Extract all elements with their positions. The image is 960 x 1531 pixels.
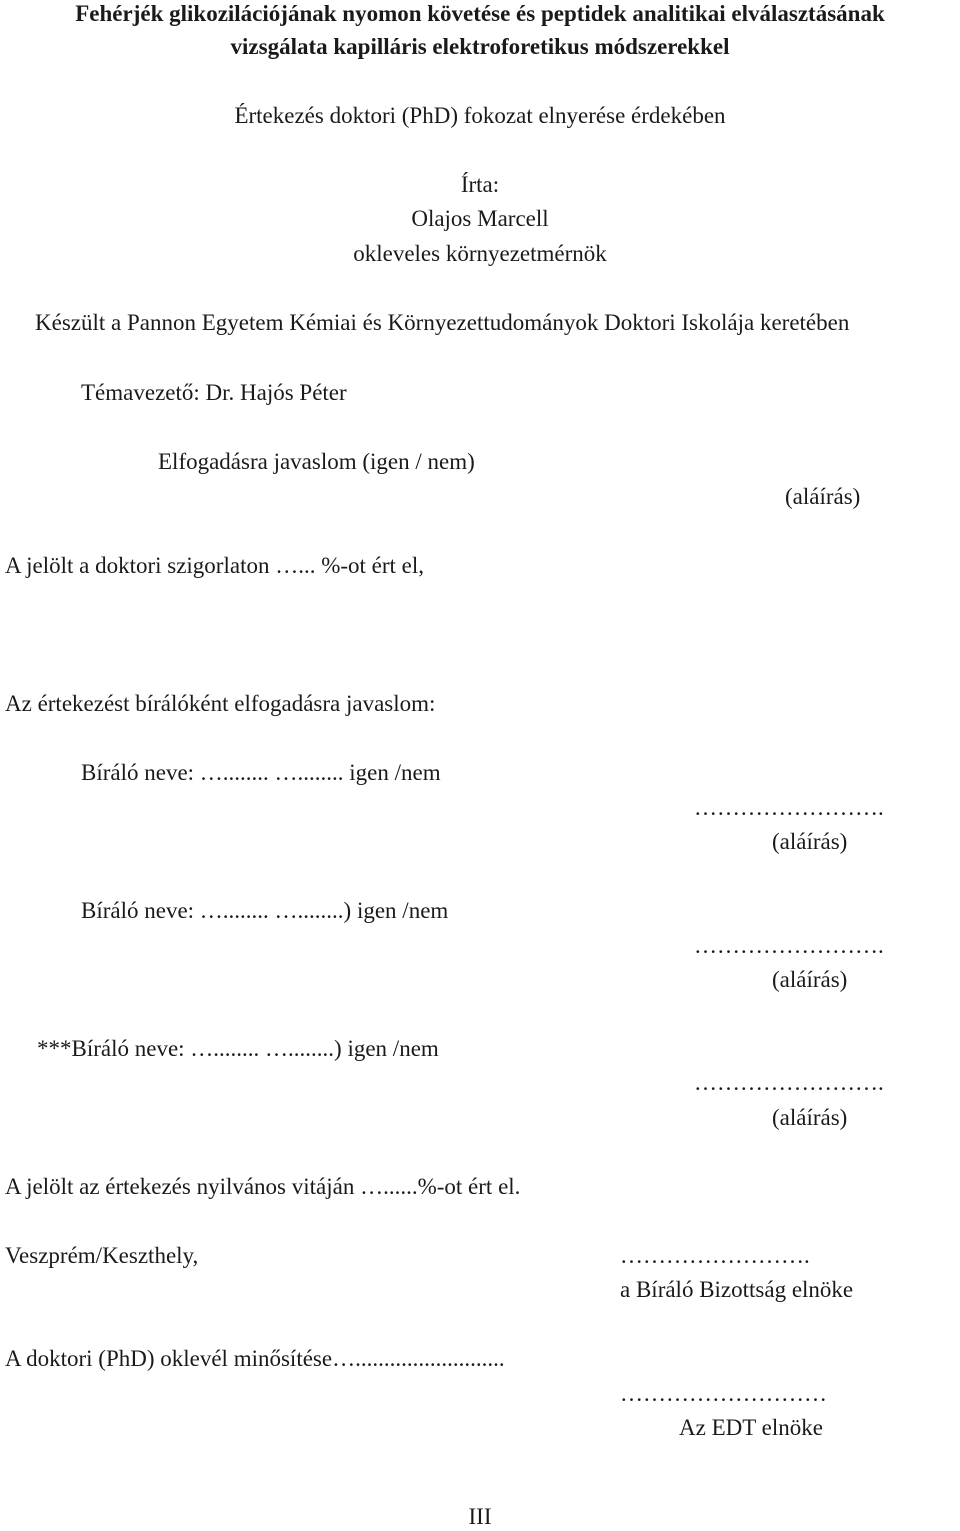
reviewer-3-signature-label: (aláírás) bbox=[772, 1105, 848, 1130]
reviewer-2-line: Bíráló neve: …........ …........) igen /nem bbox=[81, 898, 449, 923]
reviewer-3-dots: ……………………. bbox=[694, 1070, 884, 1095]
page-number: III bbox=[468, 1504, 492, 1529]
reviewer-2-dots: ……………………. bbox=[694, 933, 884, 958]
place: Veszprém/Keszthely, bbox=[5, 1243, 199, 1268]
supervisor-signature-label: (aláírás) bbox=[785, 484, 861, 509]
edt-chair-label: Az EDT elnöke bbox=[679, 1415, 823, 1440]
reviewer-1-line: Bíráló neve: …........ …........ igen /nem bbox=[81, 760, 441, 785]
reviewer-2-signature-label: (aláírás) bbox=[772, 967, 848, 992]
edt-chair-dots: ……………………… bbox=[620, 1381, 827, 1406]
institution-statement: Készült a Pannon Egyetem Kémiai és Környezettudományok Doktori Iskolája keretében bbox=[35, 310, 850, 335]
thesis-title-line-2: vizsgálata kapilláris elektroforetikus módszerekkel bbox=[230, 34, 730, 59]
committee-chair-label: a Bíráló Bizottság elnöke bbox=[620, 1277, 854, 1302]
exam-result: A jelölt a doktori szigorlaton …... %-ot ért el, bbox=[5, 553, 425, 578]
author-label: Írta: bbox=[460, 172, 500, 197]
reviewer-3-line: ***Bíráló neve: …........ …........) igen /nem bbox=[37, 1036, 439, 1061]
reviewers-intro: Az értekezést bírálóként elfogadásra javaslom: bbox=[5, 691, 436, 716]
supervisor-acceptance: Elfogadásra javaslom (igen / nem) bbox=[158, 449, 475, 474]
supervisor: Témavezető: Dr. Hajós Péter bbox=[81, 380, 347, 405]
degree-qualification: A doktori (PhD) oklevél minősítése….......................... bbox=[5, 1346, 505, 1371]
committee-chair-dots: ……………………. bbox=[620, 1243, 810, 1268]
author-degree: okleveles környezetmérnök bbox=[353, 241, 607, 266]
defense-result: A jelölt az értekezés nyilvános vitáján …......%-ot ért el. bbox=[5, 1174, 521, 1199]
reviewer-1-signature-label: (aláírás) bbox=[772, 829, 848, 854]
thesis-purpose: Értekezés doktori (PhD) fokozat elnyerése érdekében bbox=[234, 103, 726, 128]
thesis-title-line-1: Fehérjék glikozilációjának nyomon követése és peptidek analitikai elválasztásának bbox=[75, 1, 885, 26]
author-name: Olajos Marcell bbox=[411, 206, 549, 231]
reviewer-1-dots: ……………………. bbox=[694, 795, 884, 820]
